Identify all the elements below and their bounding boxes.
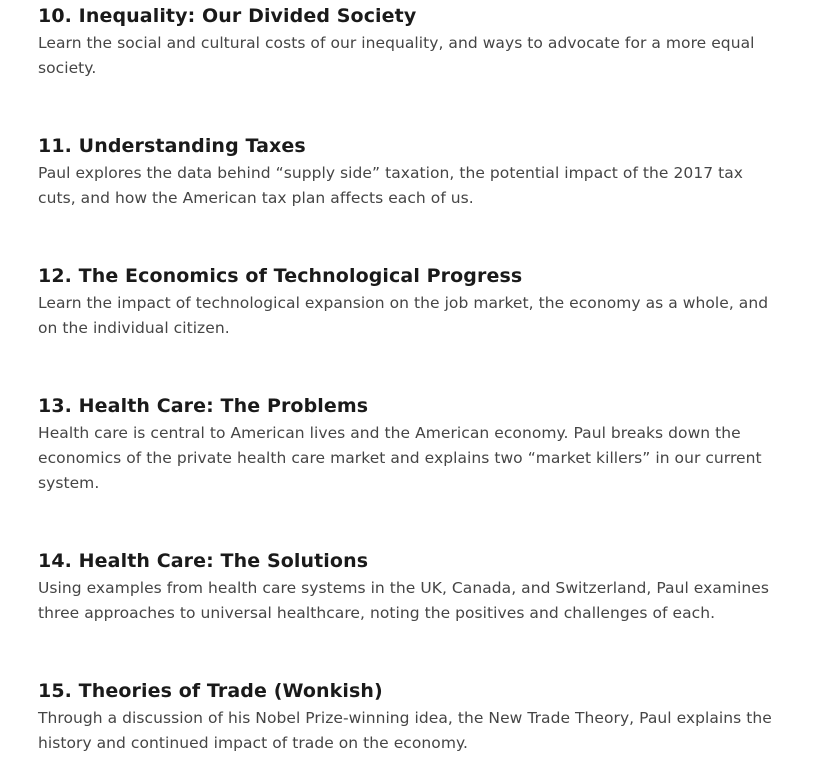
- lesson-item-13: [38, 394, 783, 496]
- lesson-description: Through a discussion of his Nobel Prize-winning idea, the New Trade Theory, Paul explains the history and continued impact of trade on the economy.: [38, 709, 772, 752]
- lesson-description: Paul explores the data behind “supply side” taxation, the potential impact of the 2017 tax cuts, and how the American tax plan affects each of us.: [38, 164, 744, 207]
- lesson-description: Health care is central to American lives and the American economy. Paul breaks down the economics of the private health care market and explains two “market killers” in our current system.: [38, 424, 762, 492]
- lesson-title: 14. Health Care: The Solutions: [38, 550, 369, 572]
- lesson-item-10: [38, 4, 783, 81]
- lesson-item-12: [38, 264, 783, 341]
- lesson-title: 12. The Economics of Technological Progress: [38, 265, 523, 287]
- lesson-description: Using examples from health care systems in the UK, Canada, and Switzerland, Paul examines three approaches to universal healthcare, noting the positives and challenges of each.: [38, 579, 769, 622]
- lesson-item-15: [38, 679, 783, 756]
- lesson-item-11: [38, 134, 783, 211]
- lesson-title: 10. Inequality: Our Divided Society: [38, 5, 417, 27]
- lesson-title: 11. Understanding Taxes: [38, 135, 306, 157]
- lesson-title: 13. Health Care: The Problems: [38, 395, 369, 417]
- lesson-title: 15. Theories of Trade (Wonkish): [38, 680, 383, 702]
- lesson-description: Learn the social and cultural costs of our inequality, and ways to advocate for a more equal society.: [38, 34, 755, 77]
- lesson-description: Learn the impact of technological expansion on the job market, the economy as a whole, and on the individual citizen.: [38, 294, 769, 337]
- lesson-item-14: [38, 549, 783, 626]
